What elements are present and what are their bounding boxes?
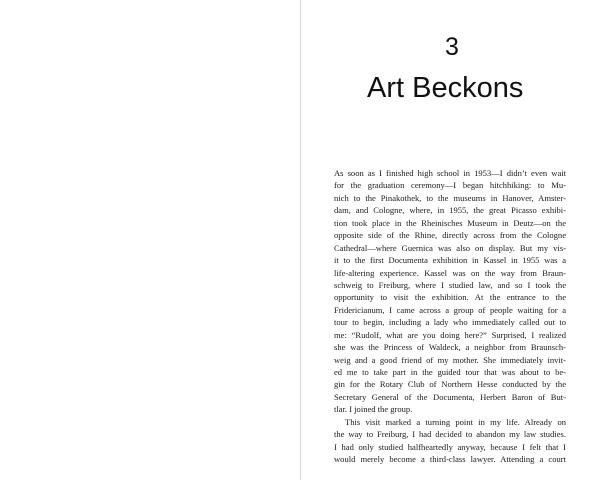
body-line: gin for the Rotary Club of Northern Hesse conducted by the (334, 379, 566, 390)
chapter-title: Art Beckons (367, 72, 524, 104)
body-line: tion took place in the Rheinisches Museum in Deutz—on the (334, 217, 566, 228)
body-line: schweig to Freiburg, where I studied law, and so I took the (334, 279, 566, 290)
body-line: Secretary General of the Documenta, Herbert Baron of But- (334, 391, 566, 402)
body-line: me: “Rudolf, what are you doing here?” Surprised, I realized (334, 329, 566, 340)
body-line: tour to begin, including a lady who immediately called out to (334, 317, 566, 328)
body-line: it to the first Documenta exhibition in Kassel in 1955 was a (334, 255, 566, 266)
body-line: would merely become a third-class lawyer. Attending a court (334, 454, 566, 465)
body-line: As soon as I finished high school in 1953—I didn’t even wait (334, 168, 566, 178)
chapter-body-text (334, 167, 566, 466)
right-page (301, 0, 600, 480)
body-line: nich to the Pinakothek, to the museums in Hanover, Amster- (334, 192, 566, 203)
body-line: opposite side of the Rhine, directly across from the Cologne (334, 230, 566, 241)
body-line: Cathedral—where Guernica was also on display. But my vis- (334, 242, 566, 253)
chapter-number: 3 (445, 33, 459, 61)
body-line: ed me to take part in the guided tour that was about to be- (334, 367, 566, 377)
body-line: life-altering experience. Kassel was on the way from Braun- (334, 267, 566, 278)
body-line: tlar. I joined the group. (334, 404, 413, 415)
body-line: she was the Princess of Waldeck, a neighbor from Braunsch- (334, 342, 566, 353)
body-line: opportunity to visit the exhibition. At the entrance to the (334, 292, 566, 303)
body-line: I had only studied halfheartedly anyway, because I felt that I (334, 441, 566, 452)
body-line: dam, and Cologne, where, in 1955, the great Picasso exhibi- (334, 205, 566, 216)
body-line: for the graduation ceremony—I began hitchhiking: to Mu- (334, 180, 566, 191)
body-line: Fridericianum, I came across a group of people waiting for a (334, 304, 566, 315)
body-line: weig and a good friend of my mother. She immediately invit- (334, 354, 566, 365)
body-line: This visit marked a turning point in my life. Already on (345, 416, 566, 427)
body-line: the way to Freiburg, I had decided to abandon my law studies. (334, 429, 566, 440)
